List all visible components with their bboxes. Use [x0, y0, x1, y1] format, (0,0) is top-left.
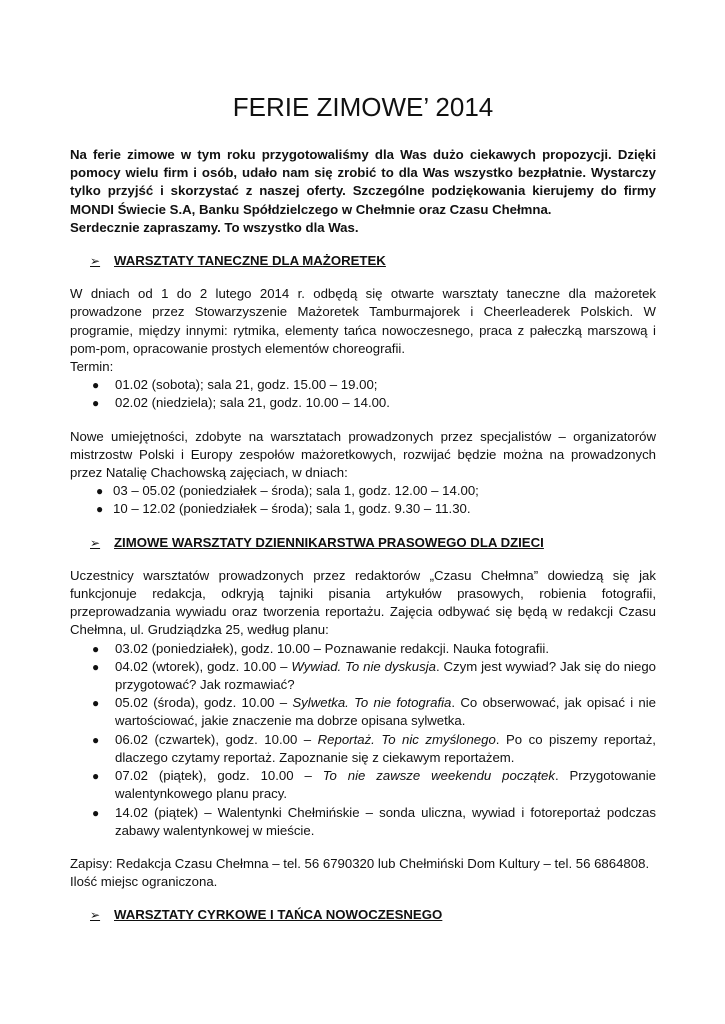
- list-item: ● 04.02 (wtorek), godz. 10.00 – Wywiad. To nie dyskusja. Czym jest wywiad? Jak się do niego przygotować? Jak rozmawiać?: [92, 658, 656, 693]
- list-item: ● 07.02 (piątek), godz. 10.00 – To nie zawsze weekendu początek. Przygotowanie walentynkowego planu pracy.: [92, 768, 656, 802]
- list-item: ● 01.02 (sobota); sala 21, godz. 15.00 – 19.00;: [70, 376, 656, 394]
- intro-paragraph: [70, 146, 656, 237]
- bullet-icon: ●: [92, 805, 100, 820]
- bullet-icon: ●: [92, 732, 100, 747]
- intro-text: Na ferie zimowe w tym roku przygotowaliśmy dla Was dużo ciekawych propozycji. Dzięki pomocy wielu firm i osób, udało nam się zrobić to dla Was wszystko bezpłatnie. Wystarczy tylko przyjść i skorzystać z naszej oferty. Szczególne podziękowania kierujemy do firmy MONDI Świecie S.A, Banku Spółdzielczego w Chełmnie oraz Czasu Chełmna.: [70, 147, 656, 217]
- list-item: ● 02.02 (niedziela); sala 21, godz. 10.00 – 14.00.: [70, 394, 656, 412]
- journalism-description: Uczestnicy warsztatów prowadzonych przez redaktorów „Czasu Chełmna” dowiedzą się jak funkcjonuje redakcja, odkryją tajniki pisania artykułów prasowych, robienia fotografii, przeprowadzania wywiadu oraz tworzenia reportażu. Zajęcia odbywać się będą w redakcji Czasu Chełmna, ul. Grudziądzka 25, według planu: ● 03.02 (poniedziałek), godz. 10.00 – Poznawanie redakcji. Nauka fotografii. ● 04.02 (wtorek), godz. 10.00 – Wywiad. To nie dyskusja. Czym jest wywiad? Jak się do niego przygotować? Jak rozmawiać? ● 05.02 (środa), godz. 10.00 – Sylwetka. To nie fotografia. Co obserwować, jak opisać i nie wartościować, jakie znaczenie ma dobrze opisana sylwetka. ● 06.02 (czwartek), godz. 10.00 – Reportaż. To nic zmyślonego. Po co piszemy reportaż, dlaczego czytamy reportaż. Zapoznanie się z ciekawym reportażem. ● 07.02 (piątek), godz. 10.00 – To nie zawsze weekendu początek. Przygotowanie walentynkowego planu pracy. ● 14.02 (piątek) – Walentynki Chełmińskie – sonda uliczna, wywiad i fotoreportaż podczas zabawy walentynkowej w mieście.: [70, 567, 656, 840]
- document-page: [70, 92, 656, 925]
- bullet-icon: ●: [92, 769, 100, 784]
- arrow-bullet-icon: ➢: [90, 908, 101, 923]
- dance-dates-list: [70, 376, 656, 412]
- bullet-icon: ●: [92, 396, 100, 411]
- bullet-icon: ●: [92, 641, 100, 656]
- intro-invitation: Serdecznie zapraszamy. To wszystko dla Was.: [70, 219, 359, 235]
- journalism-plan-list: [70, 640, 656, 840]
- termin-label: Termin:: [70, 359, 114, 375]
- section-heading-circus: ➢ WARSZTATY CYRKOWE I TAŃCA NOWOCZESNEGO: [90, 906, 656, 924]
- bullet-icon: ●: [92, 696, 100, 711]
- arrow-bullet-icon: ➢: [90, 254, 101, 269]
- followup-dates-list: [70, 482, 656, 518]
- list-item: ● 03.02 (poniedziałek), godz. 10.00 – Poznawanie redakcji. Nauka fotografii.: [70, 640, 656, 658]
- list-item: ● 14.02 (piątek) – Walentynki Chełmińskie – sonda uliczna, wywiad i fotoreportaż podczas zabawy walentynkowej w mieście.: [92, 804, 656, 838]
- list-item: ● 10 – 12.02 (poniedziałek – środa); sala 1, godz. 9.30 – 11.30.: [70, 500, 656, 518]
- bullet-icon: ●: [92, 659, 100, 674]
- signup-info: Zapisy: Redakcja Czasu Chełmna – tel. 56 6790320 lub Chełmiński Dom Kultury – tel. 56 6864808. Ilość miejsc ograniczona.: [70, 855, 650, 890]
- list-item: ● 06.02 (czwartek), godz. 10.00 – Reportaż. To nic zmyślonego. Po co piszemy reportaż, dlaczego czytamy reportaż. Zapoznanie się z ciekawym reportażem.: [92, 731, 656, 765]
- bullet-icon: ●: [96, 484, 104, 499]
- section-heading-dance: ➢ WARSZTATY TANECZNE DLA MAŻORETEK: [90, 252, 656, 270]
- arrow-bullet-icon: ➢: [90, 535, 101, 550]
- section-heading-journalism: ➢ ZIMOWE WARSZTATY DZIENNIKARSTWA PRASOWEGO DLA DZIECI: [90, 534, 656, 552]
- dance-description: W dniach od 1 do 2 lutego 2014 r. odbędą się otwarte warsztaty taneczne dla mażoretek prowadzone przez Stowarzyszenie Mażoretek Tamburmajorek i Cheerleaderek Polskich. W programie, między innymi: rytmika, elementy tańca nowoczesnego, praca z pałeczką marszową i pom-pom, opracowanie prostych elementów choreografii. Termin: ● 01.02 (sobota); sala 21, godz. 15.00 – 19.00; ● 02.02 (niedziela); sala 21, godz. 10.00 – 14.00.: [70, 285, 656, 412]
- page-title: FERIE ZIMOWE’ 2014: [232, 92, 494, 122]
- bullet-icon: ●: [92, 378, 100, 393]
- dance-followup: Nowe umiejętności, zdobyte na warsztatach prowadzonych przez specjalistów – organizatorów mistrzostw Polski i Europy zespołów mażoretkowych, rozwijać będzie można na prowadzonych przez Natalię Chachowską zajęciach, w dniach: ● 03 – 05.02 (poniedziałek – środa); sala 1, godz. 12.00 – 14.00; ● 10 – 12.02 (poniedziałek – środa); sala 1, godz. 9.30 – 11.30.: [70, 428, 656, 519]
- list-item: ● 05.02 (środa), godz. 10.00 – Sylwetka. To nie fotografia. Co obserwować, jak opisać i nie wartościować, jakie znaczenie ma dobrze opisana sylwetka.: [92, 695, 657, 729]
- bullet-icon: ●: [96, 502, 104, 517]
- list-item: ● 03 – 05.02 (poniedziałek – środa); sala 1, godz. 12.00 – 14.00;: [70, 482, 656, 500]
